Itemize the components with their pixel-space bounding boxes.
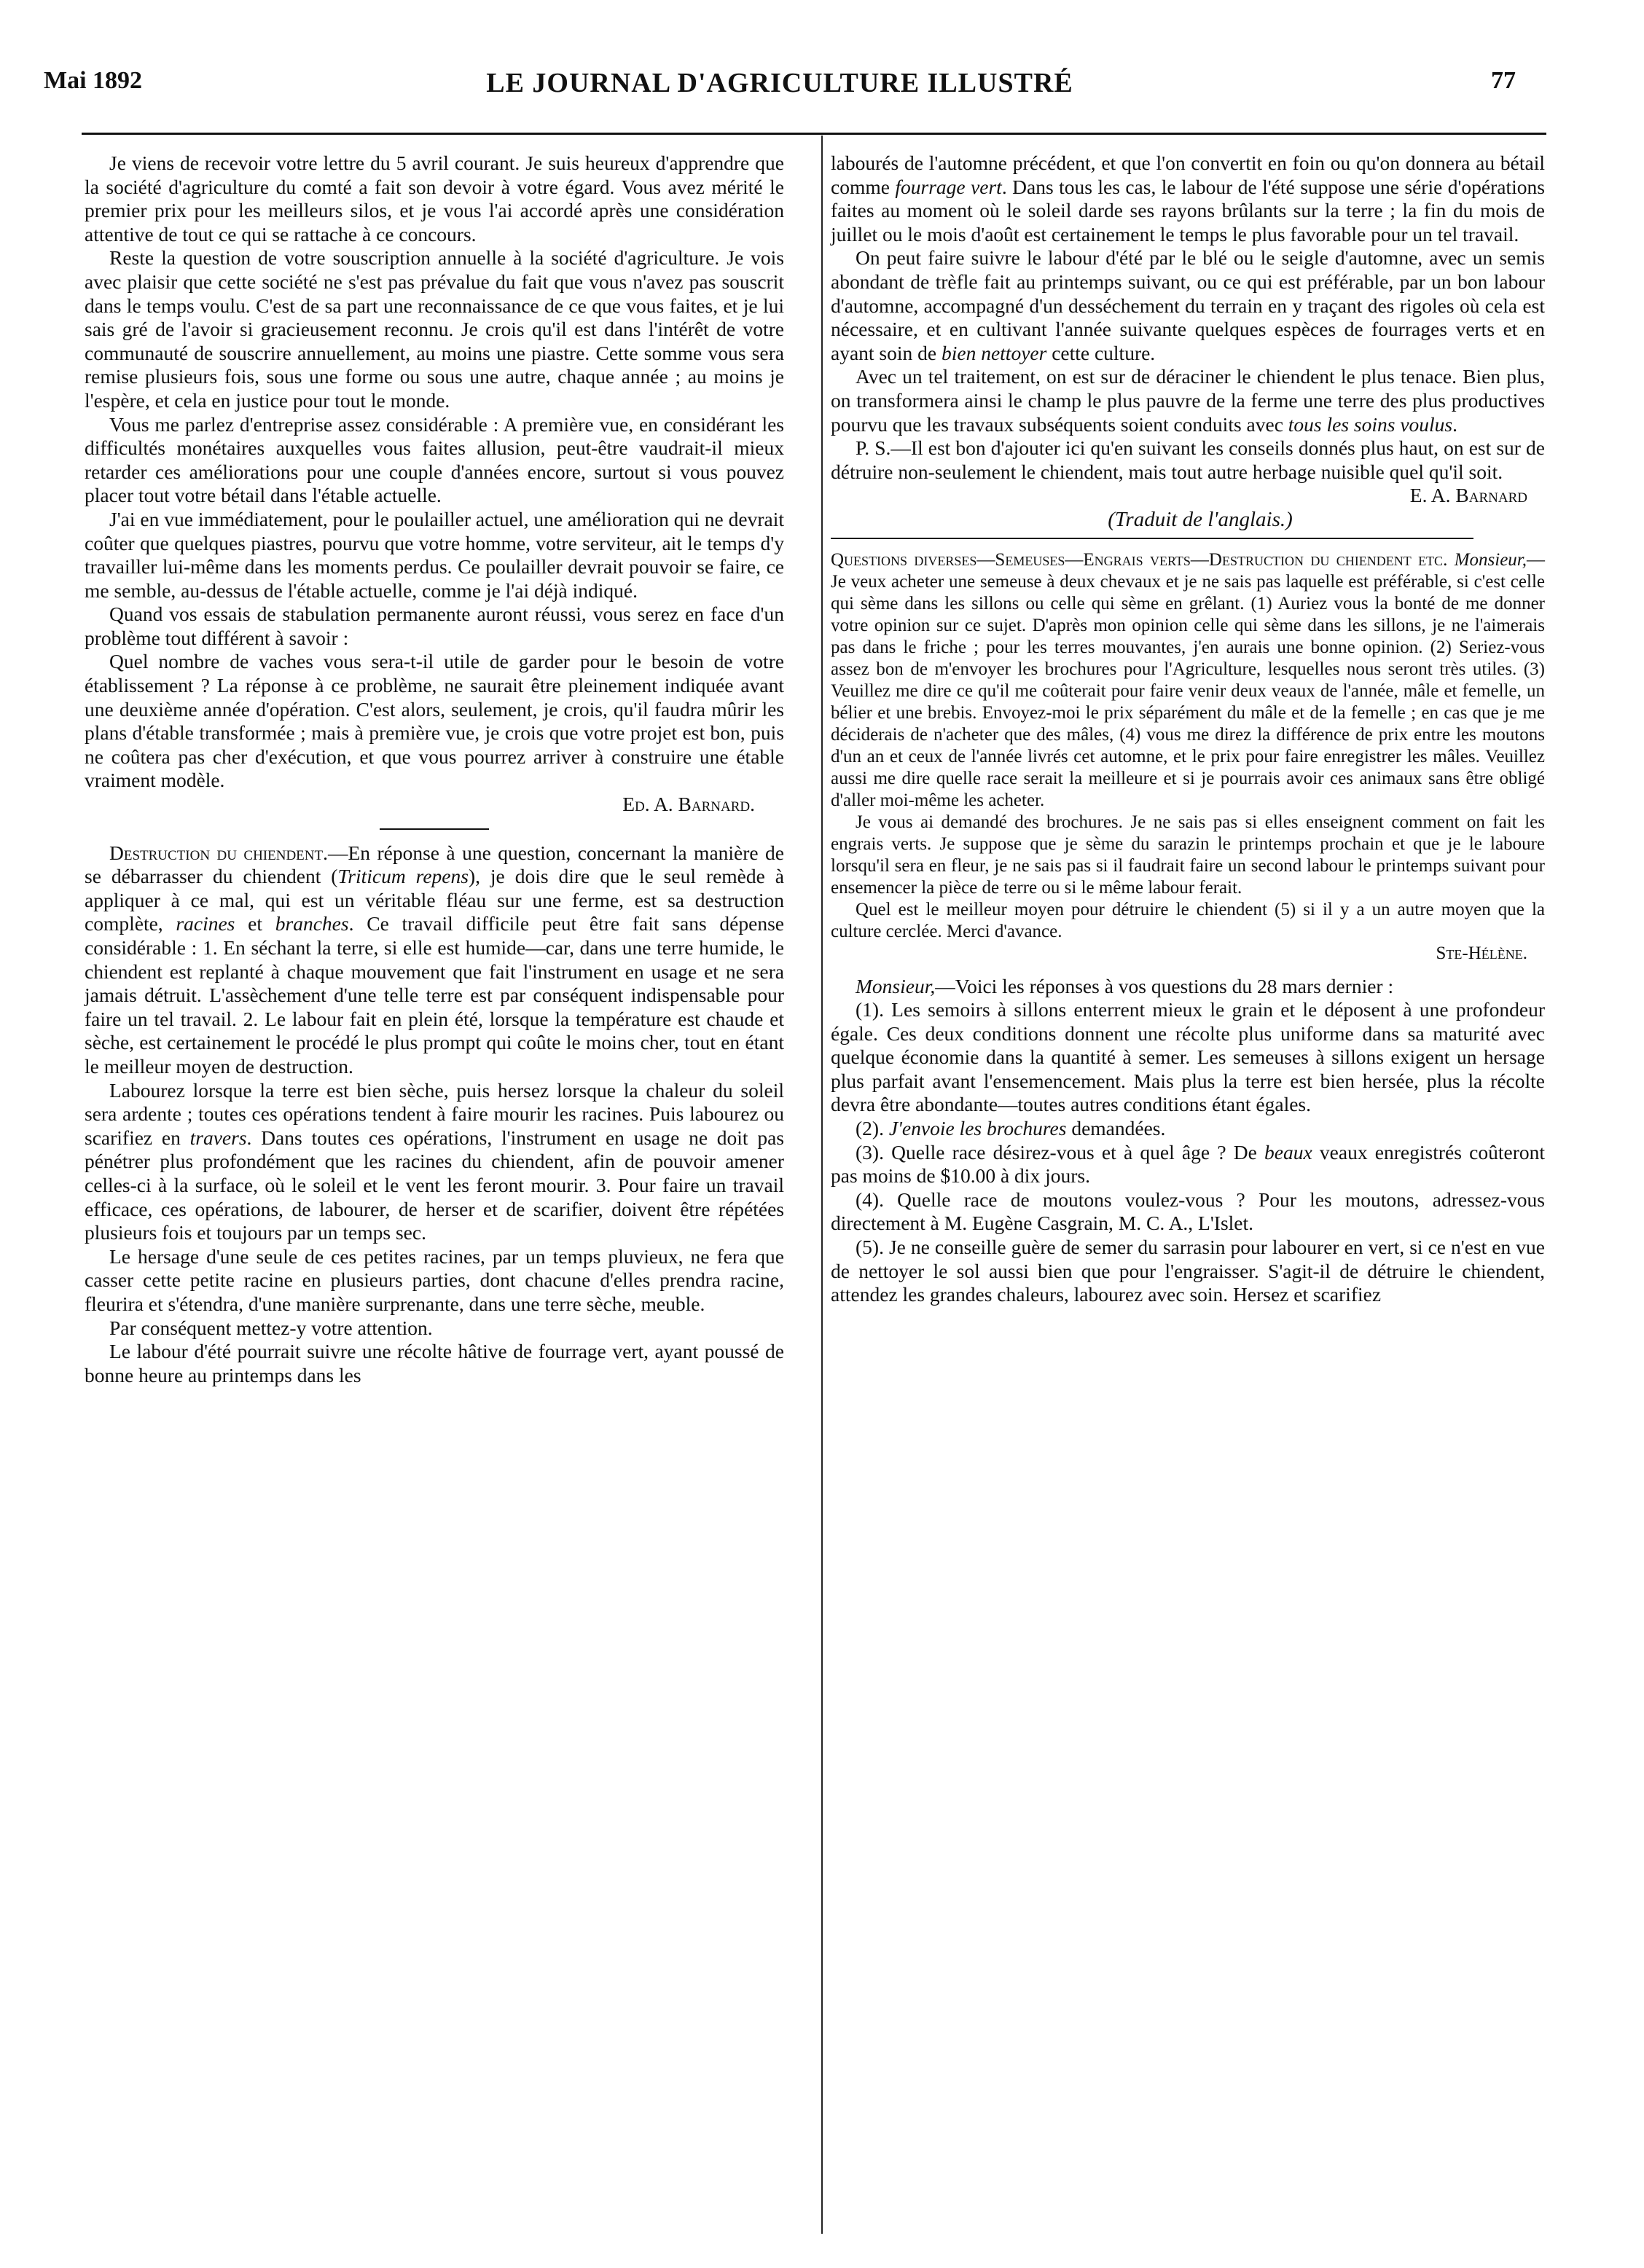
chiendent-paragraph-1: Destruction du chiendent.—En réponse à une question, concernant la manière de se débarrasser du chiendent (Triticum repens), je dois dire que le seul remède à appliquer à ce mal, qui est un véritable fléau sur une ferme, est sa destruction complète, racines et branches. Ce travail difficile peut être fait sans dépense considérable : 1. En séchant la terre, si elle est humide—car, dans une terre humide, le chiendent est replanté à chaque mouvement que fait l'instrument en usage et ne sera jamais détruit. L'assèchement d'une telle terre est par conséquent indispensable pour faire un tel travail. 2. Le labour fait en plein été, lorsque la température est chaude et sèche, est certainement le procédé le plus prompt qui coûte le moins cher, tout en étant le meilleur moyen de destruction. — [85, 841, 784, 1078]
page-header — [44, 67, 1516, 103]
letter-paragraph-4: J'ai en vue immédiatement, pour le poulailler actuel, une amélioration qui ne devrait coûter que quelques piastres, pourvu que votre homme, votre serviteur, ait le temps d'y travailler lui-même dans les moments perdus. Ce poulailler devrait pouvoir se faire, ce me semble, au-dessus de l'étable actuelle, comme je l'ai déjà indiqué. — [85, 507, 784, 602]
translation-note: (Traduit de l'anglais.) — [1108, 507, 1293, 531]
section-rule-right — [831, 538, 1473, 539]
questions-signature: Ste-Hélène. — [1436, 943, 1527, 963]
chiendent-paragraph-5: Le labour d'été pourrait suivre une récolte hâtive de fourrage vert, ayant poussé de bonne heure au printemps dans les — [85, 1340, 784, 1386]
page-number: 77 — [1491, 67, 1516, 94]
journal-title: LE JOURNAL D'AGRICULTURE ILLUSTRÉ — [486, 68, 1073, 98]
autumn-paragraph: On peut faire suivre le labour d'été par le blé ou le seigle d'automne, avec un semis abondant de trèfle fait au printemps suivant, ou ce qui est préférable, par un bon labour d'automne, accompagné d'un desséchement du terrain en y traçant des rigoles où cela est nécessaire, et en cultivant l'année suivante quelques espèces de fourrages verts et en ayant soin de bien nettoyer cette culture. — [831, 246, 1545, 364]
letter-paragraph-1: Je viens de recevoir votre lettre du 5 avril courant. Je suis heureux d'apprendre que la société d'agriculture du comté a fait son devoir à votre égard. Vous avez mérité le premier prix pour les meilleurs silos, et je vous l'ai accordé après une considération attentive de tout ce qui se rattache à ce concours. — [85, 152, 784, 246]
questions-paragraph-2: Je vous ai demandé des brochures. Je ne sais pas si elles enseignent comment on fait les engrais verts. Je suppose que je sème du sarazin le printemps prochain et que je le laboure lorsqu'il sera en fleur, je ne sais pas si il faudrait faire un second labour le printemps suivant pour ensemencer la pièce de terre ou si le même labour ferait. — [831, 812, 1545, 898]
left-column — [85, 152, 784, 1387]
section-rule — [380, 828, 489, 830]
letter-paragraph-6: Quel nombre de vaches vous sera-t-il utile de garder pour le besoin de votre établissement ? La réponse à ce problème, ne saurait être pleinement indiquée avant une deuxième année d'opération. C'est alors, seulement, je crois, qu'il faudra mûrir les plans d'étable transformée ; mais à première vue, je crois que votre projet est bon, puis ne coûtera pas cher d'exécution, et que vous pourrez arriver à construire une étable vraiment modèle. — [85, 650, 784, 792]
letter-paragraph-2: Reste la question de votre souscription annuelle à la société d'agriculture. Je vois avec plaisir que cette société ne s'est pas prévalue du fait que vous n'avez pas souscrit dans le temps voulu. C'est de sa part une reconnaissance de ce que vous faites, et je lui sais gré de l'avoir si gracieusement reconnu. Je crois qu'il est dans l'intérêt de votre communauté de souscrire annuellement, au moins une piastre. Cette somme vous sera remise plusieurs fois, sous une forme ou sous une autre, chaque année ; au moins je l'espère, et cela en justice pour tout le monde. — [85, 246, 784, 412]
letter-paragraph-3: Vous me parlez d'entreprise assez considérable : A première vue, en considérant les difficultés monétaires auxquelles vous faites allusion, peut-être vaudrait-il mieux retarder ces améliorations pour une couple d'années encore, surtout si vous pouvez placer tout votre bétail dans l'étable actuelle. — [85, 412, 784, 507]
summer-plough-paragraph: labourés de l'automne précédent, et que l'on convertit en foin ou qu'on donnera au bétail comme fourrage vert. Dans tous les cas, le labour de l'été suppose une série d'opérations faites au moment où le soleil darde ses rayons brûlants sur la terre ; la fin du mois de juillet ou le mois d'août est certainement le temps le plus favorable pour un tel travail. — [831, 152, 1545, 246]
questions-heading: Questions diverses—Semeuses—Engrais verts—Destruction du chiendent etc. — [831, 549, 1448, 570]
column-divider — [821, 136, 823, 2234]
questions-letter — [831, 549, 1545, 965]
answer-4: (4). Quelle race de moutons voulez-vous ? Pour les moutons, adressez-vous directement à M. Eugène Casgrain, M. C. A., L'Islet. — [831, 1188, 1545, 1235]
answer-1: (1). Les semoirs à sillons enterrent mieux le grain et le déposent à une profondeur égale. Ces deux conditions donnent une récolte plus uniforme dans sa maturité avec quelque économie dans la quantité à semer. Les semeuses à sillons exigent un hersage plus parfait avant l'ensemencement. Mais plus la terre est bien hersée, plus la récolte devra être abondante—toutes autres conditions étant égales. — [831, 998, 1545, 1116]
postscript-paragraph: P. S.—Il est bon d'ajouter ici qu'en suivant les conseils donnés plus haut, on est sur de détruire non-seulement le chiendent, mais tout autre herbage nuisible quel qu'il soit. — [831, 436, 1545, 483]
answer-2: (2). J'envoie les brochures demandées. — [856, 1117, 1166, 1140]
chiendent-paragraph-3: Le hersage d'une seule de ces petites racines, par un temps pluvieux, ne fera que casser cette petite racine en plusieurs parties, dont chacune d'elles prendra racine, fleurira et s'étendra, d'une manière surprenante, dans une terre sèche, meuble. — [85, 1244, 784, 1315]
answer-5: (5). Je ne conseille guère de semer du sarrasin pour labourer en vert, si ce n'est en vue de nettoyer le sol aussi bien que pour l'engraisser. S'agit-il de détruire le chiendent, attendez les grandes chaleurs, labourez avec soin. Hersez et scarifiez — [831, 1236, 1545, 1306]
questions-paragraph-3: Quel est le meilleur moyen pour détruire le chiendent (5) si il y a un autre moyen que la culture cerclée. Merci d'avance. — [831, 899, 1545, 941]
chiendent-heading: Destruction du chiendent. — [109, 841, 328, 864]
questions-paragraph-1: Questions diverses—Semeuses—Engrais verts—Destruction du chiendent etc. Monsieur,—Je veux acheter une semeuse à deux chevaux et je ne sais pas laquelle est préférable, si c'est celle qui sème dans les sillons ou celle qui sème en grêlant. (1) Auriez vous la bonté de me donner votre opinion sur ce sujet. D'après mon opinion celle qui sème dans les sillons, je ne l'aimerais pas dans le friche ; pour les terres mouvantes, j'en aurais une bonne opinion. (2) Seriez-vous assez bon de m'envoyer les brochures pour l'Agriculture, lesquelles nous seront très utiles. (3) Veuillez me dire ce qu'il me coûterait pour faire venir deux veaux de l'année, mâle et femelle, un bélier et une brebis. Envoyez-moi le prix séparément du mâle et de la femelle ; en cas que je me déciderais de n'acheter que des mâles, (4) vous me direz la différence de prix entre les moutons d'un an et ceux de l'année livrés cet automne, et le prix pour faire enregistrer les mâles. Veuillez aussi me dire quelle race serait la meilleure et si je pourrais avoir ces animaux sans être obligé d'aller moi-même les acheter. — [831, 549, 1546, 810]
barnard-signature: E. A. Barnard — [1409, 484, 1527, 507]
chiendent-paragraph-4: Par conséquent mettez-y votre attention. — [109, 1316, 433, 1339]
letter-paragraph-5: Quand vos essais de stabulation permanente auront réussi, vous serez en face d'un problème tout différent à savoir : — [85, 603, 784, 649]
answer-3: (3). Quelle race désirez-vous et à quel âge ? De beaux veaux enregistrés coûteront pas moins de $10.00 à dix jours. — [831, 1140, 1545, 1188]
answers-intro: Monsieur,—Voici les réponses à vos questions du 28 mars dernier : — [856, 974, 1394, 997]
header-rule — [82, 133, 1546, 135]
right-column — [831, 152, 1545, 1307]
letter-signature: Ed. A. Barnard. — [622, 793, 755, 816]
issue-date: Mai 1892 — [44, 67, 143, 94]
treatment-paragraph: Avec un tel traitement, on est sur de déraciner le chiendent le plus tenace. Bien plus, on transformera ainsi le champ le plus pauvre de la ferme une terre des plus productives pourvu que les travaux subséquents soient conduits avec tous les soins voulus. — [831, 365, 1545, 436]
chiendent-paragraph-2: Labourez lorsque la terre est bien sèche, puis hersez lorsque la chaleur du soleil sera ardente ; toutes ces opérations tendent à faire mourir les racines. Puis labourez ou scarifiez en travers. Dans toutes ces opérations, l'instrument en usage ne doit pas pénétrer plus profondément que les racines du chiendent, afin de pouvoir amener celles-ci à la surface, où le soleil et le vent les feront mourir. 3. Pour faire un travail efficace, ces opérations, de labourer, de herser et de scarifier, doivent être répétées plusieurs fois et toujours par un temps sec. — [85, 1078, 784, 1244]
